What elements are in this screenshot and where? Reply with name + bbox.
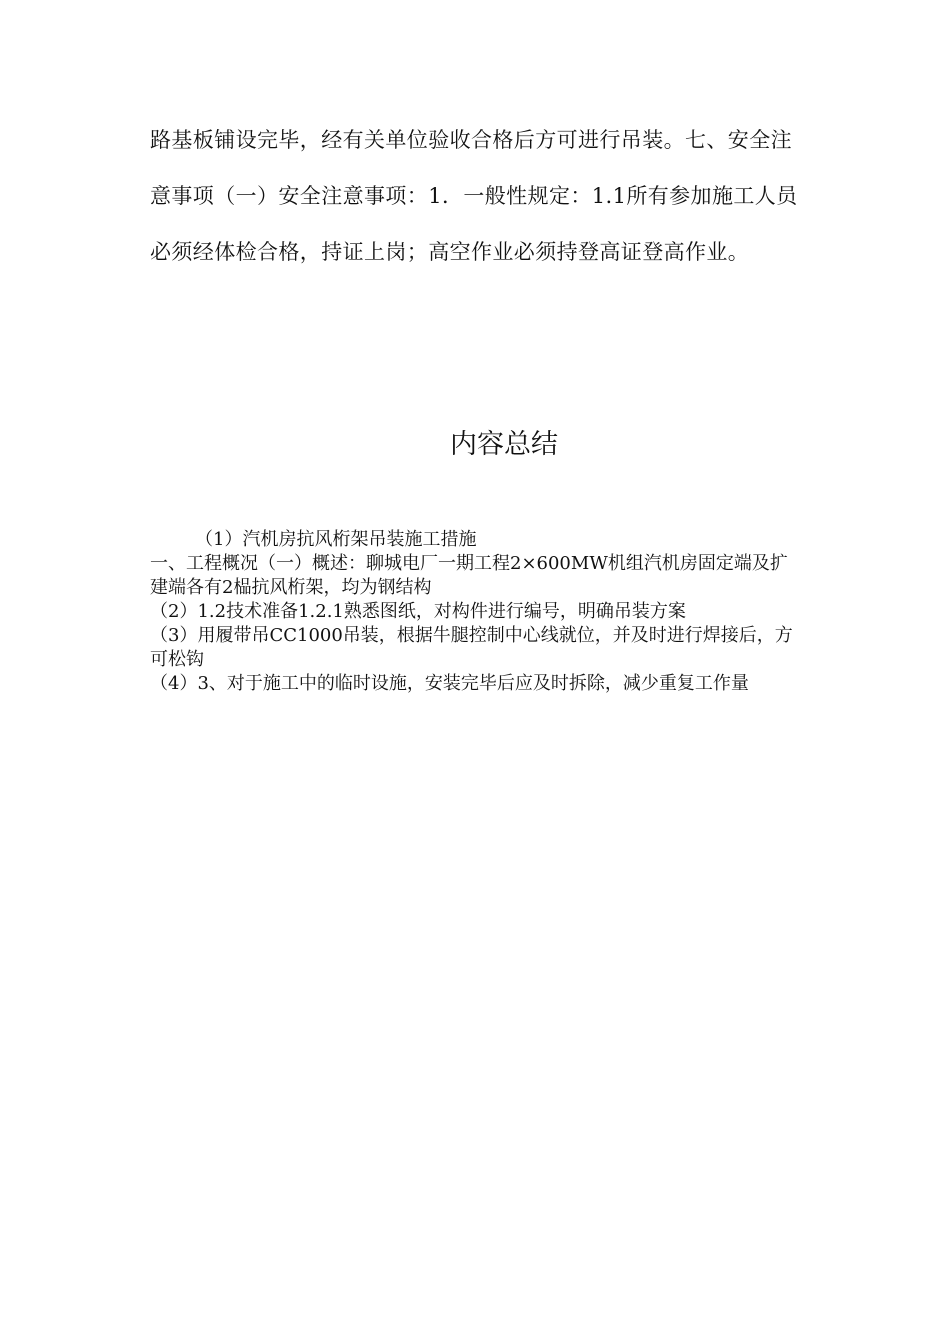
summary-title: 内容总结 (450, 429, 558, 460)
summary-item: 一、工程概况（一）概述：聊城电厂一期工程2×600MW机组汽机房固定端及扩建端各有2榀抗风桁架，均为钢结构 (150, 553, 788, 598)
summary-item: （4）3、对于施工中的临时设施，安装完毕后应及时拆除，减少重复工作量 (150, 673, 749, 694)
summary-list (150, 528, 802, 696)
summary-item: （3）用履带吊CC1000吊装，根据牛腿控制中心线就位，并及时进行焊接后，方可松钩 (150, 625, 793, 670)
summary-item: （1）汽机房抗风桁架吊装施工措施 (195, 529, 477, 550)
summary-item: （2）1.2技术准备1.2.1熟悉图纸，对构件进行编号，明确吊装方案 (150, 601, 686, 622)
body-paragraph: 路基板铺设完毕，经有关单位验收合格后方可进行吊装。七、安全注意事项（一）安全注意事项：1．一般性规定：1.1所有参加施工人员必须经体检合格，持证上岗；高空作业必须持登高证登高作业。 (150, 128, 798, 264)
